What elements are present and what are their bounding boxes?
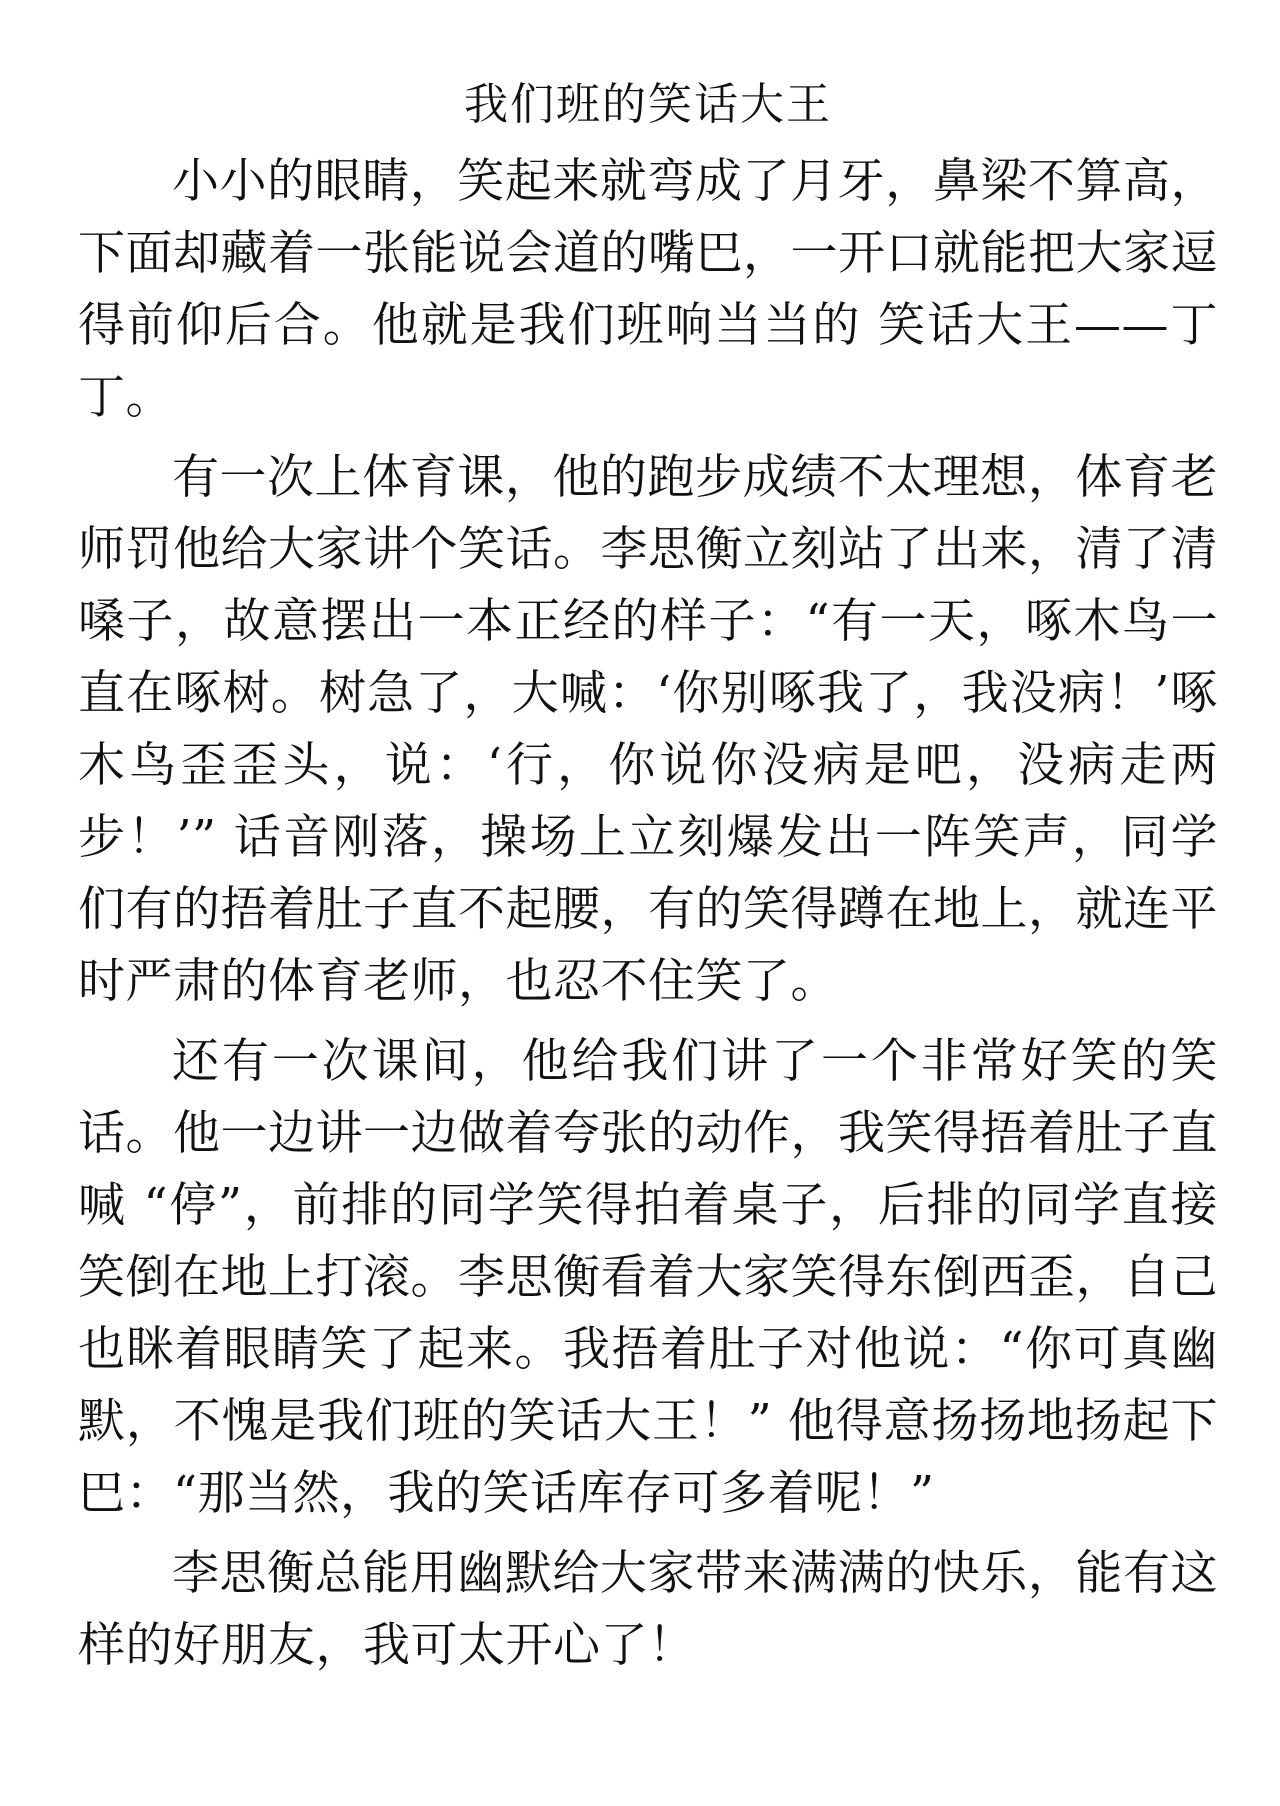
paragraph-4: 李思衡总能用幽默给大家带来满满的快乐，能有这样的好朋友，我可太开心了！	[78, 1546, 1218, 1673]
paragraph-3: 还有一次课间，他给我们讲了一个非常好笑的笑话。他一边讲一边做着夸张的动作，我笑得捂着肚子直喊 “停”，前排的同学笑得拍着桌子，后排的同学直接笑倒在地上打滚。李思衡看着大家笑得东倒西歪，自己也眯着眼睛笑了起来。我捂着肚子对他说：“你可真幽默，不愧是我们班的笑话大王！” 他得意扬扬地扬起下巴：“那当然，我的笑话库存可多着呢！”	[78, 1034, 1218, 1521]
document-title: 我们班的笑话大王	[464, 79, 832, 130]
paragraph-1: 小小的眼睛，笑起来就弯成了月牙，鼻梁不算高，下面却藏着一张能说会道的嘴巴，一开口就能把大家逗得前仰后合。他就是我们班响当当的 笑话大王——丁丁。	[78, 154, 1218, 425]
paragraph-2: 有一次上体育课，他的跑步成绩不太理想，体育老师罚他给大家讲个笑话。李思衡立刻站了出来，清了清嗓子，故意摆出一本正经的样子：“有一天，啄木鸟一直在啄树。树急了，大喊：‘你别啄我了，我没病！’啄木鸟歪歪头，说：‘行，你说你没病是吧，没病走两步！’” 话音刚落，操场上立刻爆发出一阵笑声，同学们有的捂着肚子直不起腰，有的笑得蹲在地上，就连平时严肃的体育老师，也忍不住笑了。	[78, 450, 1218, 1009]
